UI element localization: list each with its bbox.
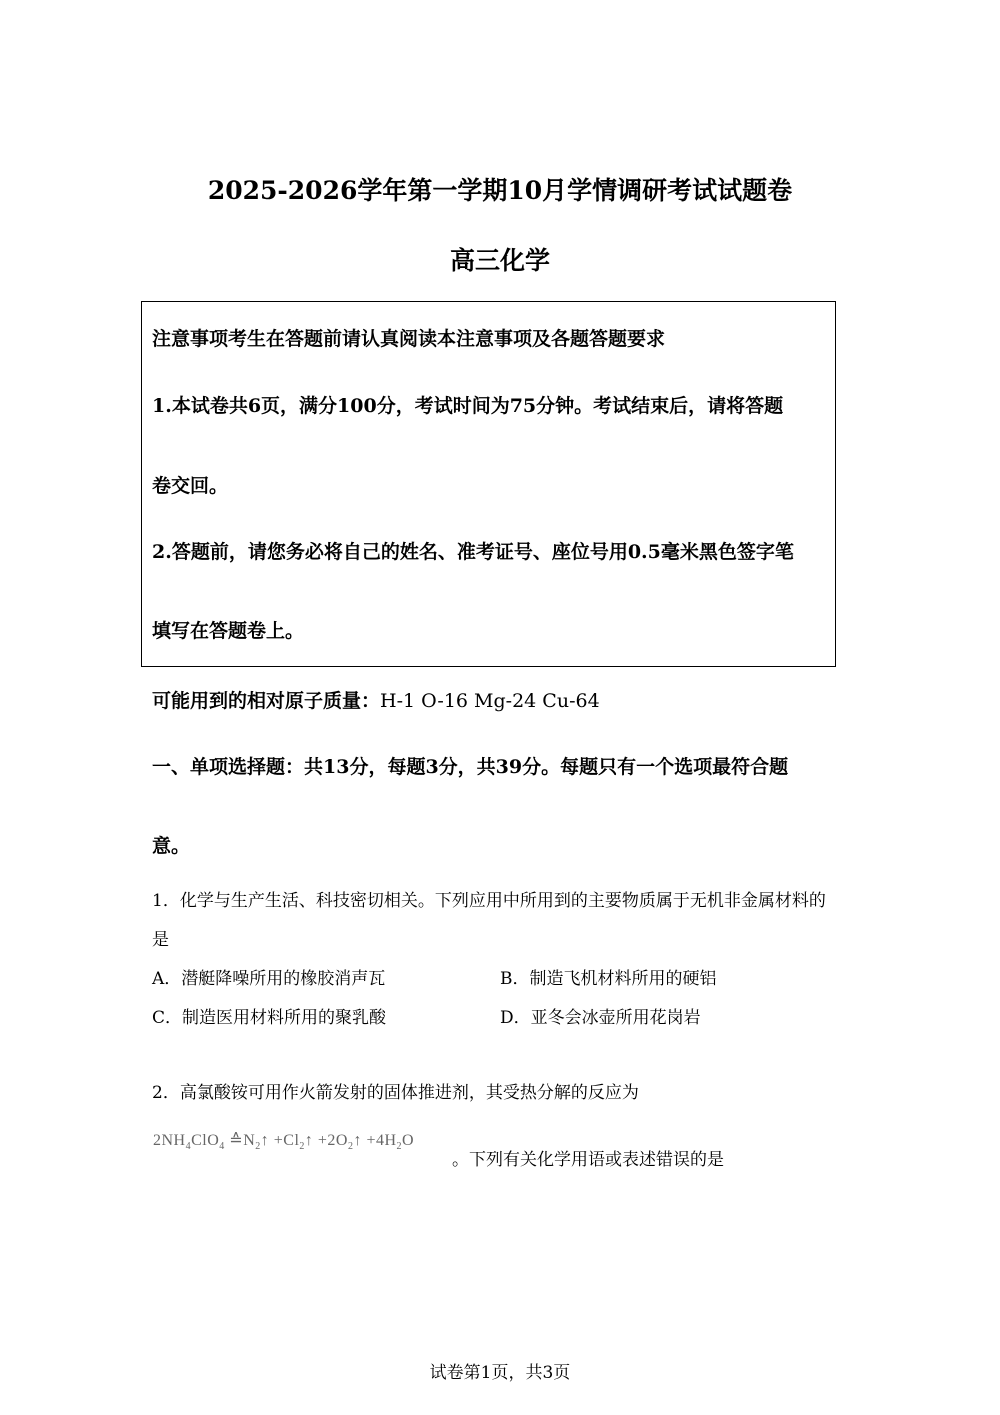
subject-title: 高三化学 — [449, 246, 550, 275]
notice-heading: 注意事项考生在答题前请认真阅读本注意事项及各题答题要求 — [152, 328, 666, 350]
notice-box — [141, 301, 836, 667]
notice-item-2-line-2: 填写在答题卷上。 — [152, 620, 305, 642]
atomic-mass-label: 可能用到的相对原子质量： — [152, 690, 381, 712]
question-1-option-b: B．制造飞机材料所用的硬铝 — [500, 969, 717, 989]
reaction-equation: $2NH_4ClO_4$ $≙N_2↑$ $+Cl_2↑$ $+2O_2↑ +4H_2O$ — [153, 1132, 415, 1153]
atomic-mass-values: H-1 O-16 Mg-24 Cu-64 — [380, 690, 600, 712]
notice-item-1-line-1: 1.本试卷共6页，满分100分，考试时间为75分钟。考试结束后，请将答题 — [152, 395, 784, 417]
section-1-heading-line-2: 意。 — [152, 835, 191, 857]
exam-title: 2025-2026学年第一学期10月学情调研考试试题卷 — [207, 176, 793, 205]
question-1-stem-line-1: 1．化学与生产生活、科技密切相关。下列应用中所用到的主要物质属于无机非金属材料的 — [152, 891, 826, 911]
question-1-option-d: D．亚冬会冰壶所用花岗岩 — [500, 1008, 701, 1028]
question-1-option-c: C．制造医用材料所用的聚乳酸 — [152, 1008, 387, 1028]
question-1-option-a: A．潜艇降噪所用的橡胶消声瓦 — [152, 969, 386, 989]
question-2-stem-line-1: 2．高氯酸铵可用作火箭发射的固体推进剂，其受热分解的反应为 — [152, 1083, 639, 1103]
question-2-stem-tail: 。下列有关化学用语或表述错误的是 — [452, 1150, 724, 1170]
question-1-stem-line-2: 是 — [152, 930, 169, 950]
section-1-heading-line-1: 一、单项选择题：共13分，每题3分，共39分。每题只有一个选项最符合题 — [152, 756, 789, 778]
notice-item-1-line-2: 卷交回。 — [152, 475, 229, 497]
page-footer: 试卷第1页，共3页 — [429, 1363, 571, 1383]
notice-item-2-line-1: 2.答题前，请您务必将自己的姓名、准考证号、座位号用0.5毫米黑色签字笔 — [152, 541, 794, 563]
atomic-mass-line — [152, 686, 600, 713]
